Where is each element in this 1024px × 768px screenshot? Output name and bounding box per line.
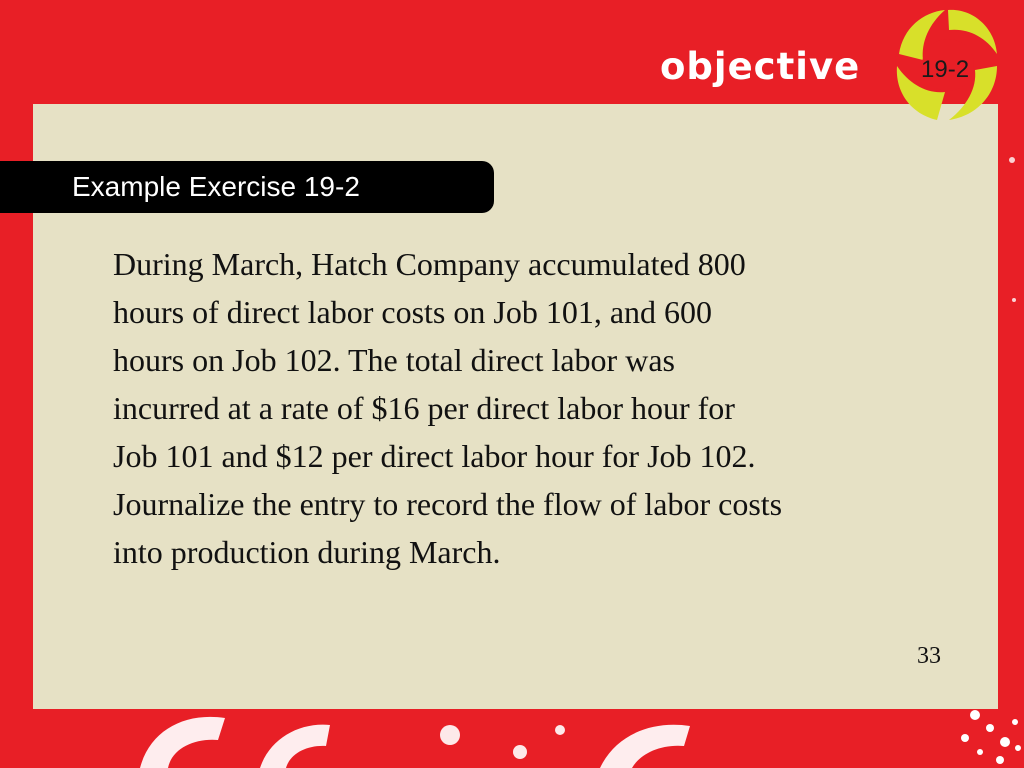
exercise-body-line: into production during March. (113, 534, 501, 570)
bottom-dot (555, 725, 565, 735)
bottom-swirl-mid (260, 725, 330, 768)
exercise-body-line: During March, Hatch Company accumulated 800 (113, 246, 746, 282)
exercise-title: Example Exercise 19-2 (72, 171, 360, 202)
exercise-body-line: hours on Job 102. The total direct labor was (113, 342, 675, 378)
bottom-dot (440, 725, 460, 745)
corner-dot (1012, 719, 1018, 725)
objective-label: objective (660, 45, 861, 88)
objective-number: 19-2 (921, 56, 970, 83)
corner-dot (986, 724, 994, 732)
corner-dot (996, 756, 1004, 764)
bottom-swirl-right (600, 725, 690, 768)
corner-dot (1015, 745, 1021, 751)
side-dot (1009, 157, 1015, 163)
corner-dot (970, 710, 980, 720)
bottom-swirl-left (140, 717, 225, 768)
side-dot (1012, 298, 1016, 302)
exercise-body (113, 240, 963, 576)
corner-dot (1000, 737, 1010, 747)
bottom-dot (513, 745, 527, 759)
page-number: 33 (917, 643, 941, 669)
exercise-body-line: Job 101 and $12 per direct labor hour for Job 102. (113, 438, 756, 474)
exercise-body-line: Journalize the entry to record the flow of labor costs (113, 486, 783, 522)
exercise-body-line: incurred at a rate of $16 per direct labor hour for (113, 390, 735, 426)
exercise-body-line: hours of direct labor costs on Job 101, and 600 (113, 294, 713, 330)
corner-dot (961, 734, 969, 742)
corner-dot (977, 749, 983, 755)
